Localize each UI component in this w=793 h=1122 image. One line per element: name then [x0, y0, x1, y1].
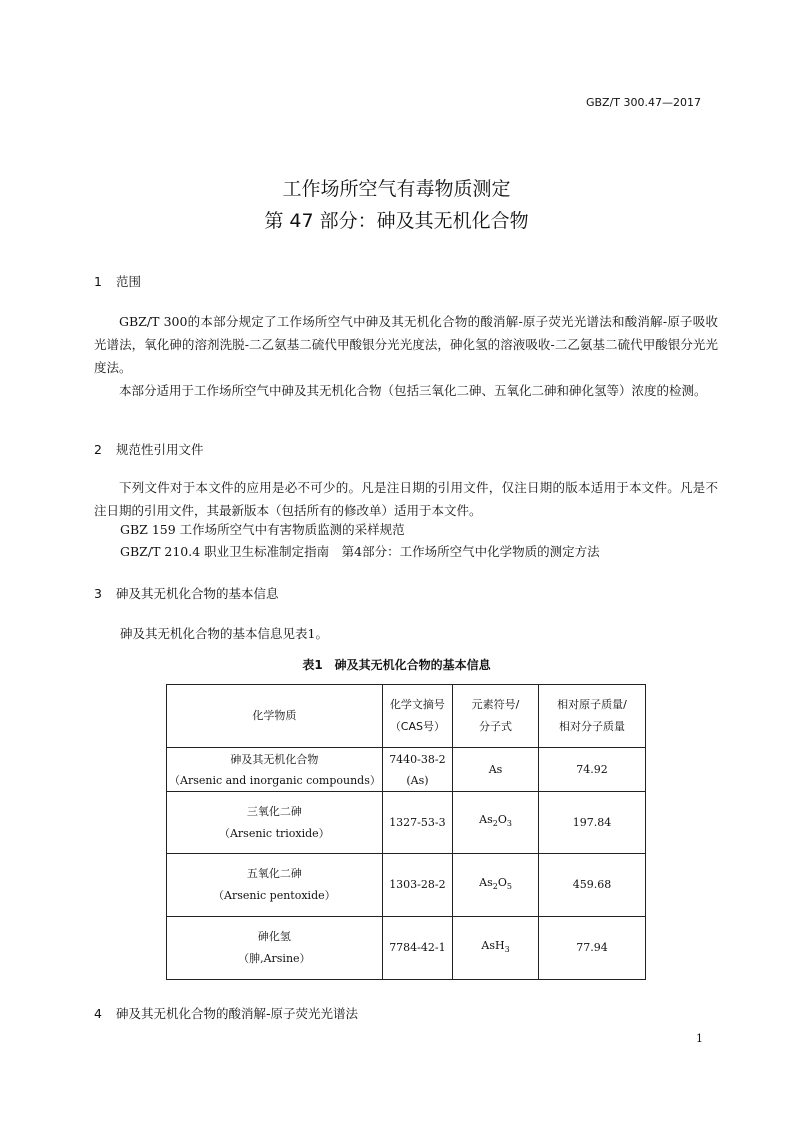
- cas-cell: 1327-53-3: [382, 792, 452, 854]
- header-substance: 化学物质: [167, 685, 383, 748]
- section-3-heading: [94, 584, 279, 602]
- substance-en: （Arsenic and inorganic compounds）: [169, 773, 381, 787]
- formula-part: O: [497, 875, 507, 889]
- mass-cell: 77.94: [538, 917, 645, 980]
- formula-subscript: 3: [504, 945, 510, 955]
- section-title: 砷及其无机化合物的酸消解-原子荧光光谱法: [116, 1006, 359, 1021]
- header-formula: [453, 685, 539, 748]
- reference-1: GBZ 159 工作场所空气中有害物质监测的采样规范: [120, 522, 405, 537]
- paragraph: 下列文件对于本文件的应用是必不可少的。凡是注日期的引用文件，仅注日期的版本适用于本文件。凡是不注日期的引用文件，其最新版本（包括所有的修改单）适用于本文件。: [94, 480, 718, 518]
- section-title: 砷及其无机化合物的基本信息: [116, 586, 279, 601]
- substance-cell: [167, 748, 383, 792]
- formula: As: [479, 813, 493, 827]
- section-number: 2: [94, 442, 102, 457]
- cas-note: (As): [406, 773, 429, 787]
- section-title: 规范性引用文件: [116, 442, 204, 457]
- cas-cell: [382, 748, 452, 792]
- section-2-heading: [94, 440, 204, 458]
- mass-cell: 197.84: [538, 792, 645, 854]
- cas-cell: 1303-28-2: [382, 854, 452, 917]
- section-2-body: [94, 476, 718, 522]
- document-title-line1: 工作场所空气有毒物质测定: [282, 178, 511, 200]
- formula-subscript: 2: [492, 819, 498, 829]
- substance-cell: [167, 792, 383, 854]
- section-number: 4: [94, 1006, 102, 1021]
- section-title: 范围: [116, 274, 142, 289]
- section-number: 3: [94, 586, 102, 601]
- substance-cell: [167, 917, 383, 980]
- cas-number: 7440-38-2: [389, 752, 446, 766]
- section-4-heading: [94, 1004, 358, 1022]
- header-line: 元素符号/: [471, 698, 520, 711]
- section-number: 1: [94, 274, 102, 289]
- header-line: （CAS号）: [389, 720, 446, 733]
- table-header-row: [167, 685, 646, 748]
- header-line: 相对原子质量/: [557, 698, 627, 711]
- formula-subscript: 2: [492, 882, 498, 892]
- header-line: 化学文摘号: [389, 698, 445, 711]
- substance-en: （Arsenic pentoxide）: [213, 889, 336, 902]
- substance-cn: 砷化氢: [257, 930, 291, 943]
- formula: AsH: [481, 938, 505, 952]
- page-number: 1: [696, 1032, 703, 1045]
- formula-subscript: 5: [506, 882, 512, 892]
- formula-cell: [453, 854, 539, 917]
- mass-cell: 74.92: [538, 748, 645, 792]
- section-3-body: 砷及其无机化合物的基本信息见表1。: [120, 626, 328, 641]
- reference-2: GBZ/T 210.4 职业卫生标准制定指南 第4部分：工作场所空气中化学物质的测定方法: [120, 544, 600, 559]
- header-line: 相对分子质量: [558, 720, 625, 733]
- substance-en: （胂,Arsine）: [238, 952, 311, 965]
- header-cas: [382, 685, 452, 748]
- formula-cell: [453, 917, 539, 980]
- mass-cell: 459.68: [538, 854, 645, 917]
- substance-cell: [167, 854, 383, 917]
- formula-cell: [453, 748, 539, 792]
- table-row: [167, 748, 646, 792]
- formula-part: O: [497, 813, 507, 827]
- substance-en: （Arsenic trioxide）: [218, 826, 330, 840]
- substance-cn: 五氧化二砷: [246, 867, 302, 880]
- formula: As: [479, 875, 493, 889]
- header-line: 分子式: [479, 720, 513, 733]
- cas-cell: 7784-42-1: [382, 917, 452, 980]
- formula: As: [488, 762, 503, 776]
- table-row: [167, 792, 646, 854]
- section-1-heading: [94, 272, 141, 290]
- section-1-body: [94, 310, 718, 402]
- header-mass: [538, 685, 645, 748]
- substance-cn: 三氧化二砷: [246, 804, 302, 818]
- paragraph: 本部分适用于工作场所空气中砷及其无机化合物（包括三氧化二砷、五氧化二砷和砷化氢等）浓度的检测。: [119, 383, 707, 398]
- substance-cn: 砷及其无机化合物: [230, 752, 319, 766]
- formula-cell: [453, 792, 539, 854]
- formula-subscript: 3: [506, 819, 512, 829]
- basic-info-table: [166, 684, 646, 980]
- document-title-line2: 第 47 部分：砷及其无机化合物: [264, 210, 529, 232]
- paragraph: GBZ/T 300的本部分规定了工作场所空气中砷及其无机化合物的酸消解-原子荧光光谱法和酸消解-原子吸收光谱法，氧化砷的溶剂洗脱-二乙氨基二硫代甲酸银分光光度法，砷化氢的溶液吸收-二乙氨基二硫代甲酸银分光光度法。: [94, 314, 718, 375]
- table-caption: 表1 砷及其无机化合物的基本信息: [302, 658, 491, 672]
- table-row: [167, 917, 646, 980]
- table-row: [167, 854, 646, 917]
- standard-code: GBZ/T 300.47—2017: [585, 96, 701, 109]
